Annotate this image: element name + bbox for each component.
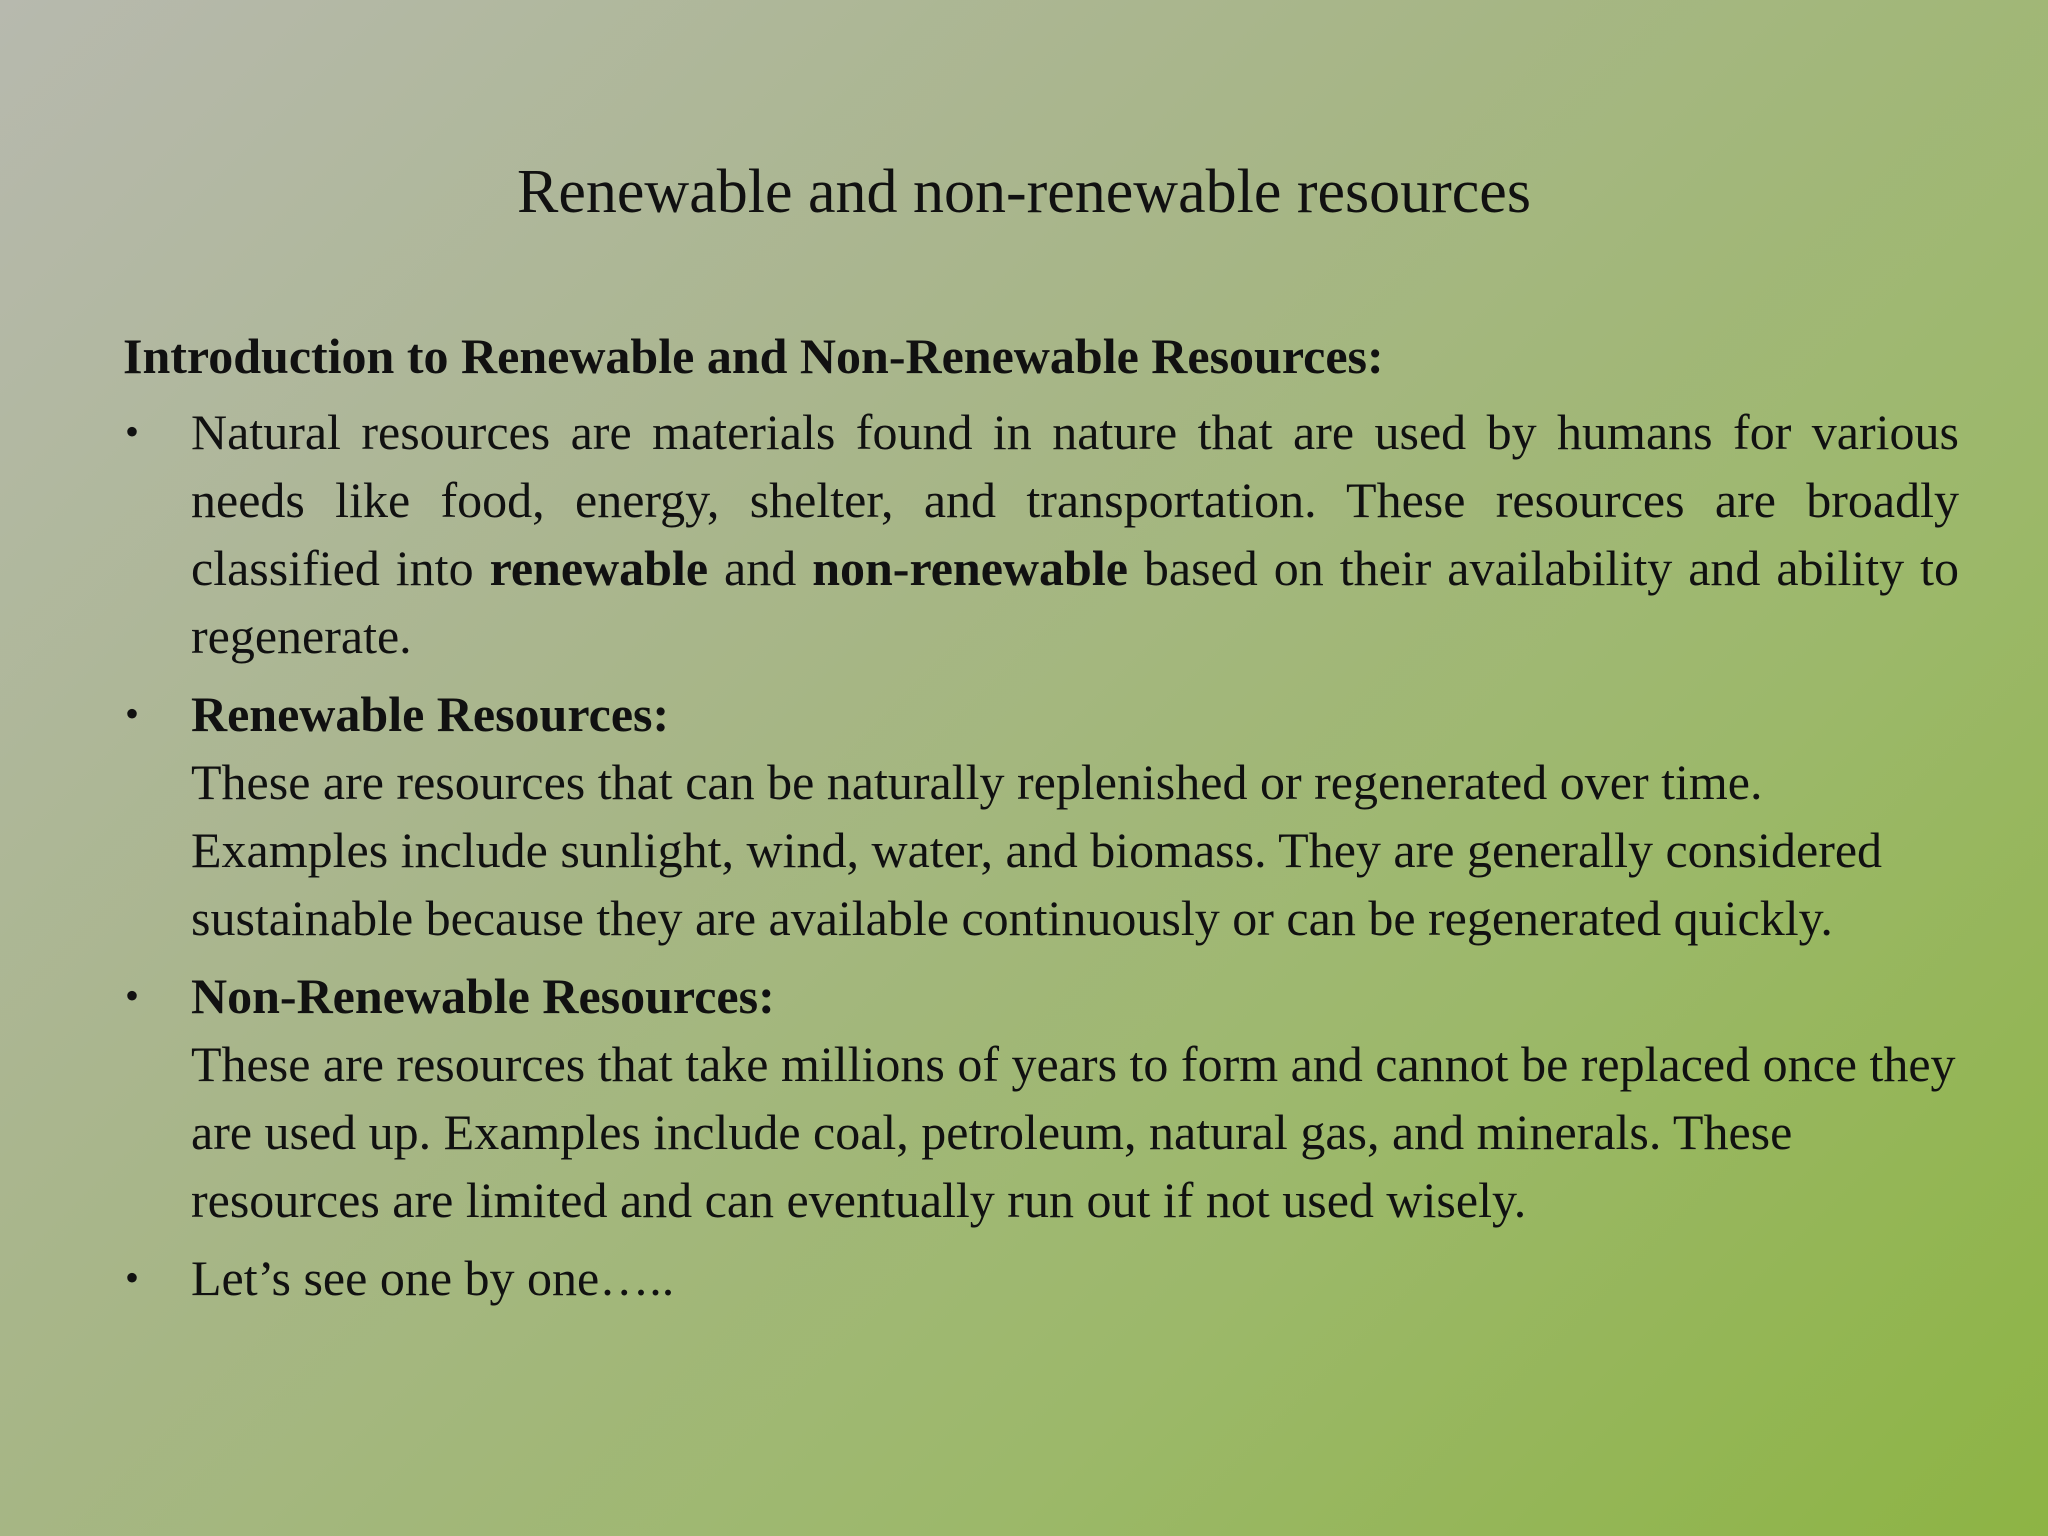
bold-term-non-renewable: non-renewable: [812, 540, 1128, 596]
bullet-natural-resources: [123, 398, 1959, 670]
bullet-text: [191, 404, 1959, 664]
bullet-non-renewable-resources: [123, 962, 1959, 1234]
slide-content: [123, 322, 1959, 1322]
non-renewable-description: These are resources that take millions of years to form and cannot be replaced once they are used up. Examples include coal, petroleum, natural gas, and minerals. These resources are limited and can eventually run out if not used wisely.: [191, 1036, 1956, 1228]
bullet-list: [123, 398, 1959, 1312]
bullet-icon: •: [125, 409, 140, 454]
slide-title: Renewable and non-renewable resources: [517, 158, 1531, 226]
bullet-renewable-resources: [123, 680, 1959, 952]
renewable-heading: Renewable Resources:: [191, 686, 670, 742]
renewable-description: These are resources that can be naturally replenished or regenerated over time. Examples include sunlight, wind, water, and biomass. They are generally considered sustainable because they are available continuously or can be regenerated quickly.: [191, 754, 1883, 946]
bullet-text-part: and: [708, 540, 813, 596]
bold-term-renewable: renewable: [489, 540, 709, 596]
bullet-icon: •: [125, 691, 140, 736]
intro-heading: Introduction to Renewable and Non-Renewable Resources:: [123, 328, 1384, 384]
closing-text: Let’s see one by one…..: [191, 1250, 675, 1306]
bullet-closing: [123, 1244, 1959, 1312]
bullet-text-part: Natural resources are materials found in nature that are used by humans for various needs like food, energy, shelter, and transportation. These resources are broadly classified into: [191, 404, 1959, 596]
bullet-icon: •: [125, 973, 140, 1018]
non-renewable-heading: Non-Renewable Resources:: [191, 968, 775, 1024]
bullet-text-part: based on their availability and ability to regenerate.: [191, 540, 1959, 664]
bullet-icon: •: [125, 1255, 140, 1300]
